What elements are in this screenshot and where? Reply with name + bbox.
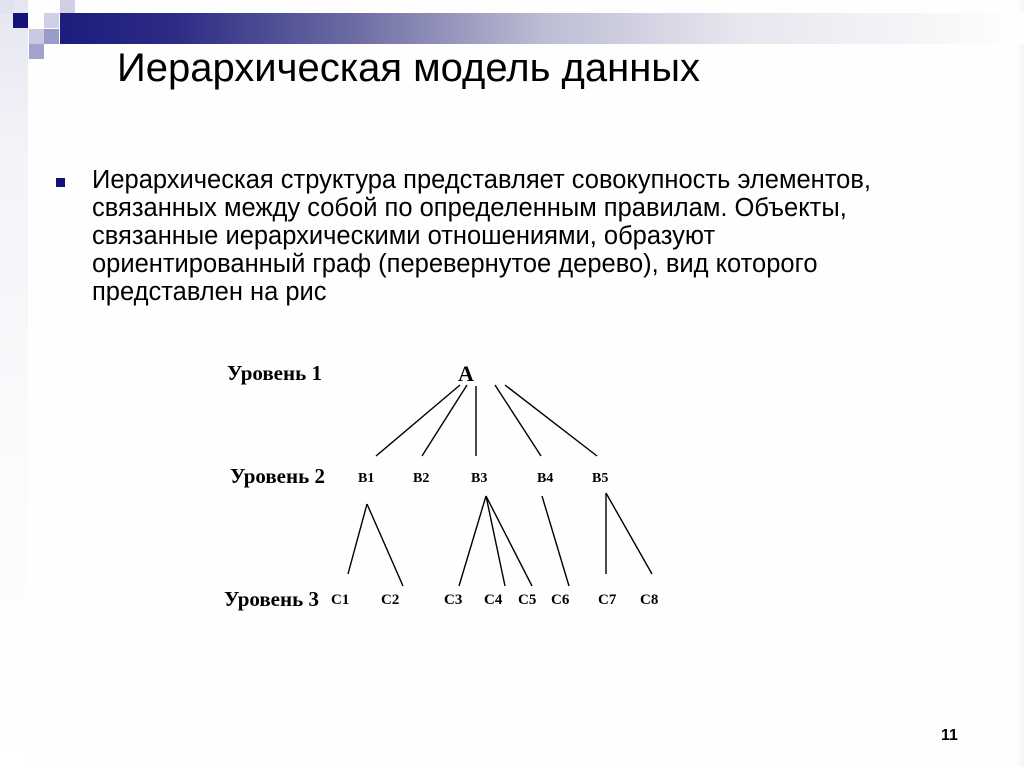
node-b3: B3 xyxy=(471,471,488,486)
node-c7: C7 xyxy=(598,592,617,608)
edge-b3-c4 xyxy=(486,496,505,586)
node-b5: B5 xyxy=(592,471,609,486)
edge-a-b2 xyxy=(422,385,467,456)
edge-b1-c2 xyxy=(367,504,403,586)
edge-b3-c3 xyxy=(459,496,486,586)
node-c4: C4 xyxy=(484,592,503,608)
node-c3: C3 xyxy=(444,592,463,608)
node-c6: C6 xyxy=(551,592,570,608)
level-3-label: Уровень 3 xyxy=(224,587,319,611)
bullet-line: Иерархическая структура представляет совокупность элементов, xyxy=(92,166,871,194)
slide-title: Иерархическая модель данных xyxy=(117,46,701,90)
edge-b3-c5 xyxy=(486,496,532,586)
edge-b5-c8 xyxy=(606,493,652,574)
bullet-line: связанных между собой по определенным правилам. Объекты, xyxy=(92,194,847,222)
node-a: A xyxy=(458,361,474,386)
level-1-label: Уровень 1 xyxy=(227,361,322,385)
node-c5: C5 xyxy=(518,592,537,608)
edge-b4-c6 xyxy=(542,496,569,586)
node-b2: B2 xyxy=(413,471,430,486)
node-c1: C1 xyxy=(331,592,350,608)
node-c8: C8 xyxy=(640,592,659,608)
bullet-line: ориентированный граф (перевернутое дерево), вид которого xyxy=(92,250,818,278)
node-b4: B4 xyxy=(537,471,554,486)
bullet-line: связанные иерархическими отношениями, образуют xyxy=(92,222,716,250)
bullet-line: представлен на рис xyxy=(92,278,327,306)
page-number: 11 xyxy=(941,727,958,744)
edge-b1-c1 xyxy=(348,504,367,574)
level-2-label: Уровень 2 xyxy=(230,464,325,488)
node-b1: B1 xyxy=(358,471,375,486)
edge-a-b1 xyxy=(376,385,460,456)
node-c2: C2 xyxy=(381,592,400,608)
